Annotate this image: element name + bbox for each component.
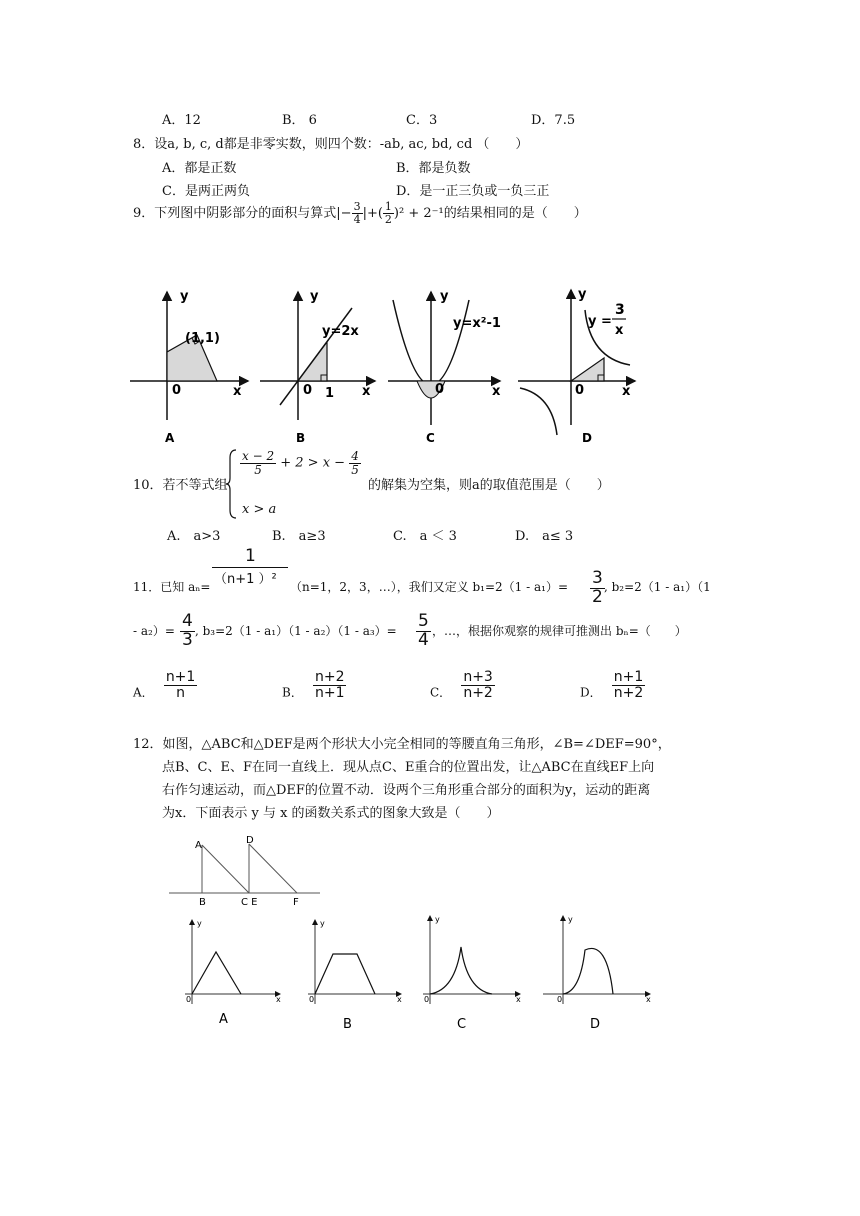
q8-option-a: A．都是正数 bbox=[162, 161, 237, 176]
q9a-origin: 0 bbox=[172, 383, 182, 398]
q8-option-c: C．是两正两负 bbox=[162, 184, 250, 199]
q11-line1-b-wrap bbox=[290, 578, 568, 595]
q9-half-den: 2 bbox=[384, 213, 392, 226]
q9c-letter: C bbox=[426, 431, 435, 445]
q12-line2: 点B、C、E、F在同一直线上．现从点C、E重合的位置出发，让△ABC在直线EF上向 bbox=[162, 760, 655, 775]
q11-option-a bbox=[133, 670, 197, 700]
q10-label: 10．若不等式组 bbox=[133, 478, 228, 493]
q12-graph-b bbox=[308, 919, 402, 1032]
q11-line1-c: , b₂=2（1 - a₁）（1 bbox=[604, 580, 711, 594]
q12c-letter: C bbox=[457, 1017, 467, 1032]
q11-option-d-letter: D． bbox=[580, 685, 602, 700]
q9b-letter: B bbox=[296, 431, 306, 445]
q9d-curve-num: 3 bbox=[615, 302, 625, 318]
q11-line2-c: ，…，根据你观察的规律可推测出 bₙ=（ ） bbox=[432, 624, 687, 638]
q11-option-a-num: n+1 bbox=[165, 669, 196, 685]
q10-option-c: C. a ＜ 3 bbox=[393, 529, 457, 544]
q9-half-num: 1 bbox=[384, 200, 392, 214]
q10-brace bbox=[226, 448, 238, 520]
q12-fig-label-d: D bbox=[246, 835, 254, 846]
q9c-x-label: x bbox=[492, 384, 501, 399]
q11-line2-a-wrap bbox=[133, 622, 175, 639]
q11-f1-num: 3 bbox=[592, 568, 603, 588]
q9d-curve-den: x bbox=[615, 323, 624, 338]
q11-option-b-den: n+1 bbox=[314, 684, 345, 701]
q12d-letter: D bbox=[590, 1017, 601, 1032]
q9a-x-label: x bbox=[233, 384, 242, 399]
q9-abs-den: 4 bbox=[353, 213, 361, 226]
q11-f2 bbox=[180, 613, 195, 650]
q12-fig-label-f: F bbox=[293, 897, 299, 908]
q7-option-c: C．3 bbox=[406, 113, 438, 128]
q9-graphs bbox=[120, 280, 650, 450]
q10-frac-b-den: 5 bbox=[351, 462, 359, 477]
q11-option-b bbox=[282, 670, 346, 700]
q8-option-d: D．是一正三负或一负三正 bbox=[396, 184, 550, 199]
q11-line1-c-wrap bbox=[604, 578, 711, 595]
q10-frac-a-den: 5 bbox=[254, 462, 262, 477]
q11-line2-b-wrap bbox=[195, 622, 397, 639]
q12c-o: 0 bbox=[424, 995, 430, 1004]
q9b-y-label: y bbox=[310, 289, 319, 304]
q12-graphs bbox=[175, 912, 665, 1037]
q11-option-b-num: n+2 bbox=[314, 669, 345, 685]
q11-option-d-num: n+1 bbox=[613, 669, 644, 685]
q11-option-c-num: n+3 bbox=[463, 669, 493, 685]
q11-line1-b: （n=1，2，3，…），我们又定义 b₁=2（1 - a₁）= bbox=[290, 580, 569, 594]
q9a-y-label: y bbox=[180, 289, 189, 304]
q7-option-d: D．7.5 bbox=[531, 113, 576, 128]
q9b-line-label: y=2x bbox=[322, 324, 359, 339]
q9b-x-label: x bbox=[362, 384, 371, 399]
q10-suffix: 的解集为空集，则a的取值范围是（ ） bbox=[368, 478, 610, 493]
q7-option-b: B． 6 bbox=[282, 113, 317, 128]
q12d-x: x bbox=[646, 995, 651, 1004]
q12b-letter: B bbox=[343, 1017, 352, 1032]
q12-line1: 12．如图，△ABC和△DEF是两个形状大小完全相同的等腰直角三角形，∠B=∠DEF=90°， bbox=[133, 737, 671, 752]
q12-line3: 右作匀速运动，而△DEF的位置不动．设两个三角形重合部分的面积为y，运动的距离 bbox=[162, 783, 651, 798]
q12-fig-label-a: A bbox=[195, 840, 202, 851]
q11-top-num: 1 bbox=[245, 546, 256, 566]
q9-abs-open: |− bbox=[336, 206, 352, 221]
q10-frac-b-num: 4 bbox=[351, 449, 359, 463]
q12b-x: x bbox=[397, 995, 402, 1004]
q9-stem-suffix: 的结果相同的是（ ） bbox=[443, 206, 587, 221]
q11-option-d-den: n+2 bbox=[613, 684, 644, 701]
q9c-origin: 0 bbox=[435, 382, 445, 397]
q10-option-b: B. a≥3 bbox=[272, 529, 326, 544]
q9-expr-mid: |+( bbox=[362, 206, 383, 221]
q12a-letter: A bbox=[219, 1012, 228, 1027]
q11-line2-c-wrap bbox=[432, 622, 687, 639]
q9d-letter: D bbox=[582, 431, 592, 445]
q12b-o: 0 bbox=[309, 995, 315, 1004]
q11-option-a-den: n bbox=[176, 684, 185, 701]
q9b-origin: 0 bbox=[303, 383, 313, 398]
q9d-x-label: x bbox=[622, 384, 631, 399]
q10-line1-mid: + 2 > x − bbox=[280, 455, 346, 471]
q11-line1 bbox=[133, 578, 211, 595]
q9-abs-num: 3 bbox=[353, 200, 361, 214]
q9d-origin: 0 bbox=[575, 383, 585, 398]
q8-stem: 8．设a, b, c, d都是非零实数，则四个数：-ab, ac, bd, cd （ ） bbox=[133, 137, 529, 152]
q9a-letter: A bbox=[165, 431, 175, 445]
q11-f2-den: 3 bbox=[182, 629, 193, 650]
q11-line2-b: , b₃=2（1 - a₁）（1 - a₂）（1 - a₃）= bbox=[195, 624, 397, 638]
q12d-y: y bbox=[568, 915, 573, 924]
q9a-point-label: (1,1) bbox=[185, 331, 220, 346]
q11-f1 bbox=[590, 570, 605, 607]
q11-option-c bbox=[430, 670, 495, 700]
q11-f2-num: 4 bbox=[182, 611, 193, 631]
q11-f3 bbox=[416, 613, 431, 650]
q9-graph-d bbox=[518, 287, 635, 445]
q9-graph-c bbox=[388, 289, 501, 445]
q11-line2-a: - a₂）= bbox=[133, 624, 175, 638]
q7-option-a: A．12 bbox=[162, 113, 201, 128]
q12c-y: y bbox=[435, 915, 440, 924]
q10-line2: x > a bbox=[242, 502, 277, 517]
q9b-tick: 1 bbox=[325, 386, 335, 401]
q12-line4: 为x．下面表示 y 与 x 的函数关系式的图象大致是（ ） bbox=[162, 806, 500, 821]
q12a-y: y bbox=[197, 919, 202, 928]
q12-triangles-figure bbox=[165, 830, 325, 910]
q8-option-b: B．都是负数 bbox=[396, 161, 471, 176]
q10-frac-a-num: x − 2 bbox=[242, 449, 275, 463]
q10-option-a: A. a>3 bbox=[167, 529, 221, 544]
q10-line1 bbox=[240, 450, 361, 476]
q11-f1-den: 2 bbox=[592, 586, 603, 607]
q9-graph-a bbox=[130, 289, 248, 445]
q12d-o: 0 bbox=[557, 995, 563, 1004]
q9-graph-b bbox=[260, 289, 375, 445]
q9c-curve-label: y=x²-1 bbox=[453, 316, 501, 331]
q12-graph-d bbox=[543, 915, 651, 1032]
q9-expr-tail: )² + 2⁻¹ bbox=[393, 206, 444, 221]
q12-fig-label-ce: C E bbox=[241, 897, 258, 908]
q12a-x: x bbox=[276, 995, 281, 1004]
q11-option-c-den: n+2 bbox=[463, 684, 493, 701]
q9-stem bbox=[133, 200, 587, 228]
q12-fig-label-b: B bbox=[199, 897, 206, 908]
q10-option-d: D. a≤ 3 bbox=[515, 529, 574, 544]
q12-graph-c bbox=[423, 915, 521, 1032]
q12c-x: x bbox=[516, 995, 521, 1004]
q12b-y: y bbox=[320, 919, 325, 928]
q9-stem-prefix: 9．下列图中阴影部分的面积与算式 bbox=[133, 206, 337, 221]
q9d-curve-prefix: y = bbox=[588, 314, 612, 329]
q11-top-den: （n+1 ）² bbox=[214, 572, 277, 587]
q11-option-d bbox=[580, 670, 645, 700]
q11-line1-a: 11．已知 aₙ= bbox=[133, 580, 211, 594]
q11-option-a-letter: A． bbox=[133, 685, 154, 700]
q12-graph-a bbox=[185, 919, 281, 1027]
q9d-y-label: y bbox=[578, 287, 587, 302]
q12a-o: 0 bbox=[186, 995, 192, 1004]
q9c-y-label: y bbox=[440, 289, 449, 304]
q11-option-c-letter: C． bbox=[430, 685, 452, 700]
q11-f3-num: 5 bbox=[418, 611, 429, 631]
q11-option-b-letter: B． bbox=[282, 685, 303, 700]
q11-f3-den: 4 bbox=[418, 629, 429, 650]
